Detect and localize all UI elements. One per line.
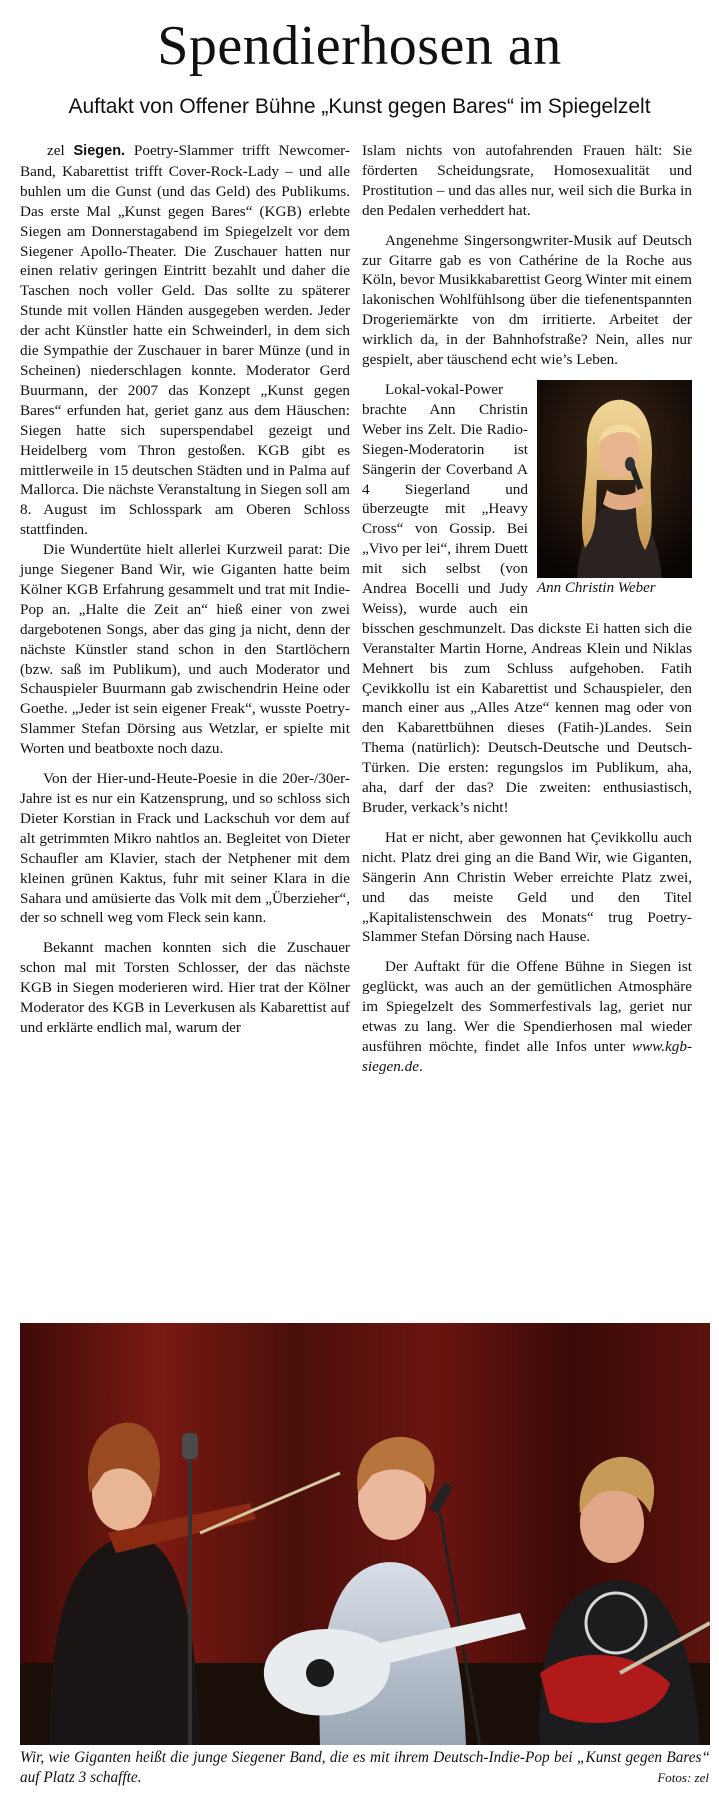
photo-credit: Fotos: zel xyxy=(657,1770,709,1785)
paragraph-5: Islam nichts von autofahrenden Frauen hält: Sie förderten Scheidungsrate, Homosexualität und Prostitution – und das alles nur, weil sich die Burka in den Pedalen verheddert hat. xyxy=(362,142,692,219)
paragraph-4: Bekannt machen konnten sich die Zuschauer schon mal mit Torsten Schlosser, der das nächste KGB in Siegen moderieren wird. Hier trat der Kölner Moderator des KGB in Leverkusen als Kabarettist auf und erklärte endlich mal, warum der xyxy=(20,939,350,1036)
dateline-prefix: zel xyxy=(47,142,74,159)
band-photo-caption: Wir, wie Giganten heißt die junge Siegener Band, die es mit ihrem Deutsch-Indie-Pop bei „Kunst gegen Bares“ auf Platz 3 schaffte. xyxy=(20,1749,710,1786)
paragraph-7-text: Lokal-vokal-Power brachte Ann Christin Weber ins Zelt. Die Radio-Siegen-Moderatorin ist Sängerin der Coverband A 4 Siegerland und überzeugte mit „Heavy Cross“ von Gossip. Bei „Vivo per lei“, ihrem Duett mit sich selbst (von Andrea Bocelli und Judy Weiss), wurde auch ein bisschen geschmunzelt. Das dickste Ei hatten sich die Veranstalter Martin Horne, Andreas Klein und Niklas Mehnert bis zum Schluss aufgehoben. Fatih Çevikkollu ist ein Kabarettist und Schauspieler, den manch einer aus „Alles Atze“ kennen mag oder von den Kabarettbühnen dieses (Fatih-)Landes. Sein Thema (natürlich): Deutsch-Deutsche und Deutsch-Türken. Die ersten: regungslos im Publikum, aha, aha, darf der das? Die zweiten: enthusiastisch, Bruder, verkack’s nicht! xyxy=(362,380,692,816)
paragraph-2: Die Wundertüte hielt allerlei Kurzweil parat: Die junge Siegener Band Wir, wie Giganten hatte beim Kölner KGB Erfahrung gesammelt und trat mit Indie-Pop an. „Halte die Zeit an“ hieß einer von zwei dargebotenen Songs, aber das ging ja nicht, denn der nächste Künstler stand schon in den Startlöchern (bzw. saß im Publikum), und auch Moderator und Schauspieler Buurmann gab zwischendrin Heine oder Goethe. „Jeder ist sein eigener Freak“, wusste Poetry-Slammer Stefan Dörsing aus Wetzlar, er spielte mit Worten und beatboxte noch dazu. xyxy=(20,541,350,758)
band-photo xyxy=(20,1323,710,1745)
paragraph-7 xyxy=(362,380,692,818)
singer-photo xyxy=(537,380,692,602)
paragraph-1-text: Poetry-Slammer trifft Newcomer-Band, Kabarettist trifft Cover-Rock-Lady – und alle buhlen um die Gunst (und das Geld) des Publikums. Das erste Mal „Kunst gegen Bares“ (KGB) erlebte Siegen am Donnerstagabend im Spiegelzelt vor dem Siegener Apollo-Theater. Die Zuschauer hatten nur einen relativ geringen Eintritt bezahlt und daher die Taschen noch voller Geld. Das sollte zu späterer Stunde mit vollen Händen ausgegeben werden. Jeder der acht Künstler hatte ein Schweinderl, in dem sich die Sympathie der Zuschauer in barer Münze (und in Scheinen) niederschlagen konnte. Moderator Gerd Buurmann, der 2007 das Konzept „Kunst gegen Bares“ erfunden hat, geriet ganz aus dem Häuschen: Siegen hatte sich superspendabel gezeigt und Heidelberg vom Thron gestoßen. KGB gibt es mittlerweile in 15 deutschen Städten und in Palma auf Mallorca. Die nächste Veranstaltung in Siegen soll am 8. August im Schlosspark am Oberen Schloss stattfinden. xyxy=(20,142,350,539)
paragraph-9 xyxy=(362,957,692,1076)
paragraph-3: Von der Hier-und-Heute-Poesie in die 20er-/30er-Jahre ist es nur ein Katzensprung, und so schloss sich Dieter Korstian in Frack und Lackschuh vor dem auf alt getrimmten Mikro nahtlos an. Begleitet von Dieter Schaufler am Klavier, stach der Netphener mit dem kleinen grünen Kaktus, fuhr mit seiner Klara in die Sahara und amüsierte das Volk mit dem „Überzieher“, der so schnell weg vom Fleck sein kann. xyxy=(20,770,350,927)
paragraph-9-end: . xyxy=(418,1057,423,1075)
paragraph-8: Hat er nicht, aber gewonnen hat Çevikkollu auch nicht. Platz drei ging an die Band Wir, wie Giganten, Sängerin Ann Christin Weber erreichte Platz zwei, und das meiste Geld und den Titel „Kapitalistenschwein des Monats“ trug Poetry-Slammer Stefan Dörsing nach Hause. xyxy=(362,828,692,946)
band-photo-image xyxy=(20,1323,710,1745)
paragraph-6: Angenehme Singersongwriter-Musik auf Deutsch zur Gitarre gab es von Cathérine de la Roche aus Köln, bevor Musikkabarettist Georg Winter mit einem lakonischen Wohlfühlsong über die tiefenentspannten Drogeriemärkte von dm irritierte. Arbeitet der wirklich da, in der Bahnhofstraße? Nein, alles nur gespielt, aber täuschend echt wie’s Leben. xyxy=(362,231,692,369)
right-column xyxy=(362,141,692,1077)
subheadline: Auftakt von Offener Bühne „Kunst gegen Bares“ im Spiegelzelt xyxy=(68,95,651,118)
paragraph-1 xyxy=(20,141,350,540)
left-column xyxy=(20,141,350,1038)
website-link[interactable]: www.kgb-siegen.de xyxy=(362,1037,692,1075)
paragraph-9-text: Der Auftakt für die Offene Bühne in Siegen ist geglückt, was auch an der gemütlichen Atmosphäre im Spiegelzelt des Sommerfestivals lag, geriet nur etwas zu lang. Wer die Spendierhosen mal wieder ausführen möchte, findet alle Infos unter xyxy=(362,958,692,1055)
dateline-place: Siegen. xyxy=(73,143,126,159)
singer-photo-caption: Ann Christin Weber xyxy=(537,579,656,596)
singer-photo-image xyxy=(537,380,692,578)
headline: Spendierhosen an xyxy=(157,15,562,77)
